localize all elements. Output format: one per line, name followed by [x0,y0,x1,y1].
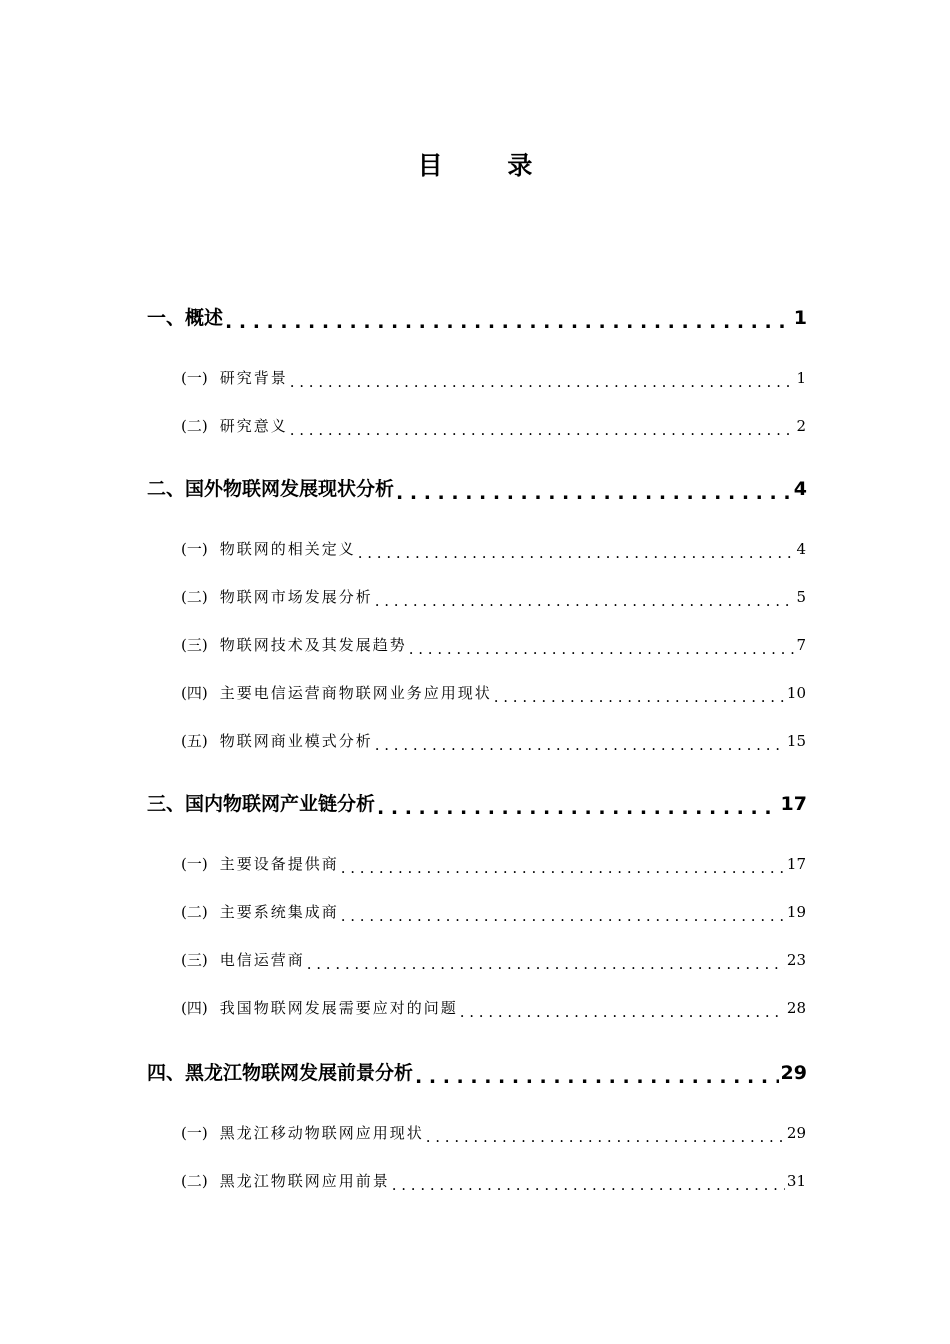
toc-dot-leader [460,997,785,1021]
toc-dot-leader [415,1058,779,1088]
toc-entry-page-number: 23 [786,951,806,969]
toc-entry-page-number: 2 [796,417,806,435]
toc-section-entry[interactable] [181,538,806,562]
toc-entry-label: 物联网市场发展分析 [219,588,373,606]
toc-entry-page-number: 29 [786,1124,806,1142]
toc-entry-label: 黑龙江物联网应用前景 [219,1172,390,1190]
toc-entry-number: (一) [181,540,208,558]
toc-entry-label: 研究意义 [219,417,288,435]
toc-section-entry[interactable] [181,1170,806,1194]
toc-entry-number: 三、 [147,793,186,815]
toc-entry-label: 黑龙江物联网发展前景分析 [185,1062,414,1084]
toc-chapter-entry[interactable] [147,303,807,333]
toc-entry-label: 物联网商业模式分析 [219,732,373,750]
toc-entry-page-number: 4 [796,540,806,558]
toc-entry-label: 主要系统集成商 [219,903,339,921]
toc-section-entry[interactable] [181,1122,806,1146]
toc-entry-label: 主要电信运营商物联网业务应用现状 [219,684,492,702]
toc-section-entry[interactable] [181,682,806,706]
toc-entry-number: (三) [181,636,208,654]
toc-section-entry[interactable] [181,367,806,391]
toc-dot-leader [341,901,785,925]
toc-entry-page-number: 29 [780,1062,807,1084]
toc-dot-leader [426,1122,785,1146]
toc-entry-label: 主要设备提供商 [219,855,339,873]
toc-entry-number: (四) [181,684,208,702]
toc-chapter-entry[interactable] [147,474,807,504]
toc-entry-label: 我国物联网发展需要应对的问题 [219,999,458,1017]
toc-entry-number: (一) [181,369,208,387]
toc-section-entry[interactable] [181,730,806,754]
toc-entry-number: (二) [181,903,208,921]
toc-entry-label: 黑龙江移动物联网应用现状 [219,1124,424,1142]
toc-entry-page-number: 7 [796,636,806,654]
toc-chapter-entry[interactable] [147,1058,807,1088]
toc-section-entry[interactable] [181,634,806,658]
toc-dot-leader [392,1170,785,1194]
toc-section-entry[interactable] [181,415,806,439]
toc-entry-page-number: 17 [780,793,807,815]
toc-entry-page-number: 1 [796,369,806,387]
toc-dot-leader [375,586,795,610]
toc-dot-leader [307,949,785,973]
toc-dot-leader [290,415,795,439]
toc-entry-label: 研究背景 [219,369,288,387]
toc-entry-number: (一) [181,1124,208,1142]
toc-entry-number: (二) [181,417,208,435]
toc-entry-number: (四) [181,999,208,1017]
toc-entry-page-number: 19 [786,903,806,921]
toc-entry-number: 一、 [147,307,186,329]
toc-entry-label: 国内物联网产业链分析 [185,793,376,815]
toc-section-entry[interactable] [181,586,806,610]
toc-section-entry[interactable] [181,901,806,925]
toc-entry-page-number: 17 [786,855,806,873]
toc-dot-leader [375,730,785,754]
toc-section-entry[interactable] [181,949,806,973]
toc-entry-page-number: 10 [786,684,806,702]
toc-entry-label: 国外物联网发展现状分析 [185,478,395,500]
toc-dot-leader [396,474,792,504]
toc-dot-leader [290,367,795,391]
toc-entry-number: (二) [181,588,208,606]
toc-entry-number: 二、 [147,478,186,500]
toc-entry-number: (三) [181,951,208,969]
toc-entry-page-number: 31 [786,1172,806,1190]
toc-dot-leader [494,682,785,706]
toc-entry-page-number: 15 [786,732,806,750]
toc-dot-leader [341,853,785,877]
toc-entry-page-number: 1 [793,307,807,329]
toc-entry-page-number: 5 [796,588,806,606]
toc-dot-leader [225,303,792,333]
toc-dot-leader [409,634,795,658]
toc-entry-label: 物联网技术及其发展趋势 [219,636,407,654]
toc-entry-label: 电信运营商 [219,951,305,969]
toc-section-entry[interactable] [181,997,806,1021]
toc-dot-leader [377,789,779,819]
toc-entry-number: (一) [181,855,208,873]
toc-entry-label: 物联网的相关定义 [219,540,356,558]
toc-entry-page-number: 4 [793,478,807,500]
toc-entry-number: (二) [181,1172,208,1190]
toc-chapter-entry[interactable] [147,789,807,819]
toc-title: 目 录 [417,151,561,180]
toc-entry-page-number: 28 [786,999,806,1017]
toc-entry-label: 概述 [185,307,224,329]
toc-entry-number: 四、 [147,1062,186,1084]
toc-section-entry[interactable] [181,853,806,877]
toc-entry-number: (五) [181,732,208,750]
toc-dot-leader [358,538,795,562]
